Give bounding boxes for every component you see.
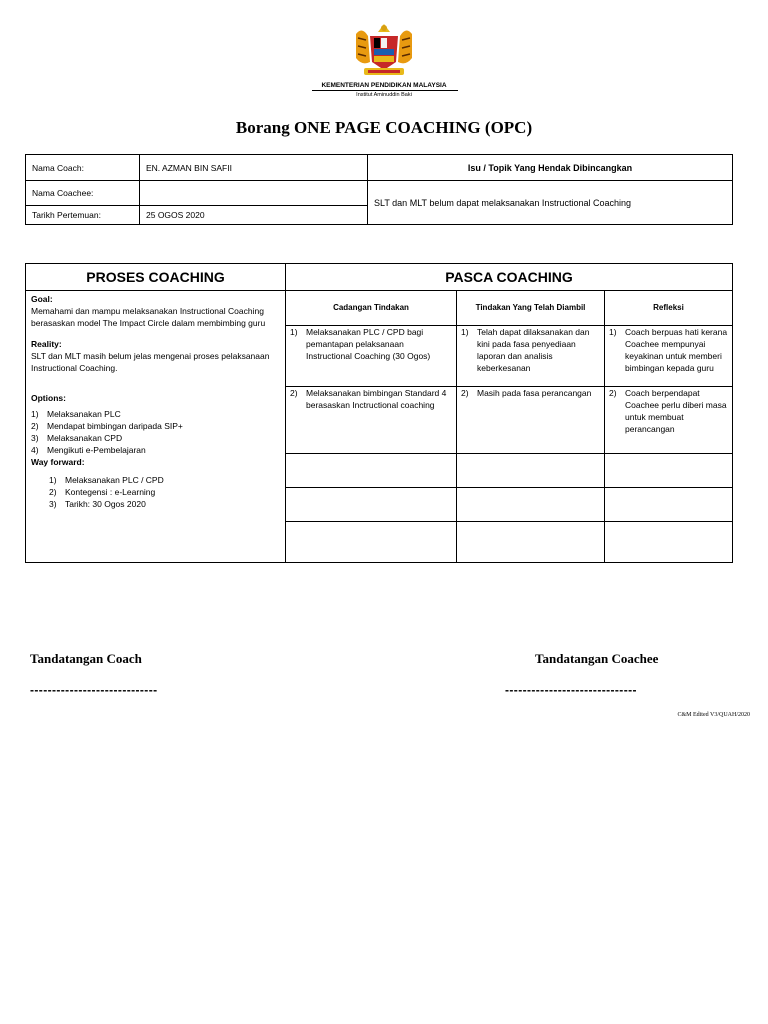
- col-cadangan: Cadangan Tindakan: [286, 291, 457, 326]
- coachee-signature-line: ------------------------------: [505, 683, 637, 697]
- list-item: 2) Mendapat bimbingan daripada SIP+: [31, 421, 183, 431]
- coachee-signature-label: Tandatangan Coachee: [535, 651, 659, 666]
- coach-value: EN. AZMAN BIN SAFII: [140, 155, 368, 181]
- coachee-label: Nama Coachee:: [26, 181, 140, 206]
- footer-note: C&M Edited V3/QUAH/2020: [677, 712, 750, 718]
- pasca-heading: PASCA COACHING: [286, 264, 733, 291]
- list-item: 3) Melaksanakan CPD: [31, 433, 123, 443]
- proses-content: [26, 291, 286, 563]
- refleksi-cell: Coach berpendapat Coachee perlu diberi masa untuk membuat perancangan: [625, 388, 727, 434]
- coat-of-arms-icon: [348, 22, 420, 78]
- options-label: Options:: [31, 393, 66, 403]
- coach-signature-line: -----------------------------: [30, 683, 158, 697]
- page-title: Borang ONE PAGE COACHING (OPC): [235, 118, 533, 137]
- list-item: 1) Melaksanakan PLC / CPD: [49, 475, 164, 485]
- reality-text: SLT dan MLT masih belum jelas mengenai proses pelaksanaan Instructional Coaching.: [31, 351, 270, 373]
- goal-label: Goal:: [31, 294, 53, 304]
- table-row: 2) Melaksanakan bimbingan Standard 4 berasaskan Inctructional coaching 2) Masih pada fasa perancangan 2) Coach berpendapat Coachee perlu diberi masa untuk membuat perancangan: [26, 387, 733, 454]
- goal-text: Memahami dan mampu melaksanakan Instructional Coaching berasaskan model The Impact Circle dalam membimbing guru: [31, 306, 266, 328]
- reality-label: Reality:: [31, 339, 62, 349]
- coachee-value: [140, 181, 368, 206]
- coaching-table: [25, 263, 733, 563]
- cadangan-cell: Melaksanakan PLC / CPD bagi pemantapan pelaksanaan Instructional Coaching (30 Ogos): [306, 327, 431, 361]
- tindakan-cell: Telah dapat dilaksanakan dan kini pada fasa penyediaan laporan dan analisis keberkesanan: [477, 327, 590, 373]
- tindakan-cell: Masih pada fasa perancangan: [477, 388, 592, 398]
- date-value: 25 OGOS 2020: [140, 206, 368, 225]
- coach-signature-label: Tandatangan Coach: [30, 651, 142, 666]
- coach-label: Nama Coach:: [26, 155, 140, 181]
- table-row: 1) Melaksanakan PLC / CPD bagi pemantapan pelaksanaan Instructional Coaching (30 Ogos) 1) Telah dapat dilaksanakan dan kini pada fasa penyediaan laporan dan analisis keberkesanan 1) Coach berpuas hati kerana Coachee mempunyai keyakinan untuk memberi bimbingan kepada guru: [26, 326, 733, 387]
- issue-header: Isu / Topik Yang Hendak Dibincangkan: [368, 155, 733, 181]
- col-refleksi: Refleksi: [605, 291, 733, 326]
- proses-heading: PROSES COACHING: [26, 264, 286, 291]
- list-item: 3) Tarikh: 30 Ogos 2020: [49, 499, 146, 509]
- list-item: 4) Mengikuti e-Pembelajaran: [31, 445, 146, 455]
- cadangan-cell: Melaksanakan bimbingan Standard 4 berasaskan Inctructional coaching: [306, 388, 447, 410]
- refleksi-cell: Coach berpuas hati kerana Coachee mempunyai keyakinan untuk memberi bimbingan kepada guru: [625, 327, 728, 373]
- ministry-name: KEMENTERIAN PENDIDIKAN MALAYSIA: [321, 82, 447, 89]
- divider: [312, 90, 458, 91]
- list-item: 1) Melaksanakan PLC: [31, 409, 121, 419]
- info-table: [25, 154, 733, 225]
- list-item: 2) Kontegensi : e-Learning: [49, 487, 156, 497]
- col-tindakan: Tindakan Yang Telah Diambil: [457, 291, 605, 326]
- wayforward-label: Way forward:: [31, 457, 85, 467]
- institute-name: Institut Aminuddin Baki: [356, 92, 412, 98]
- issue-value: SLT dan MLT belum dapat melaksanakan Instructional Coaching: [368, 181, 733, 225]
- date-label: Tarikh Pertemuan:: [26, 206, 140, 225]
